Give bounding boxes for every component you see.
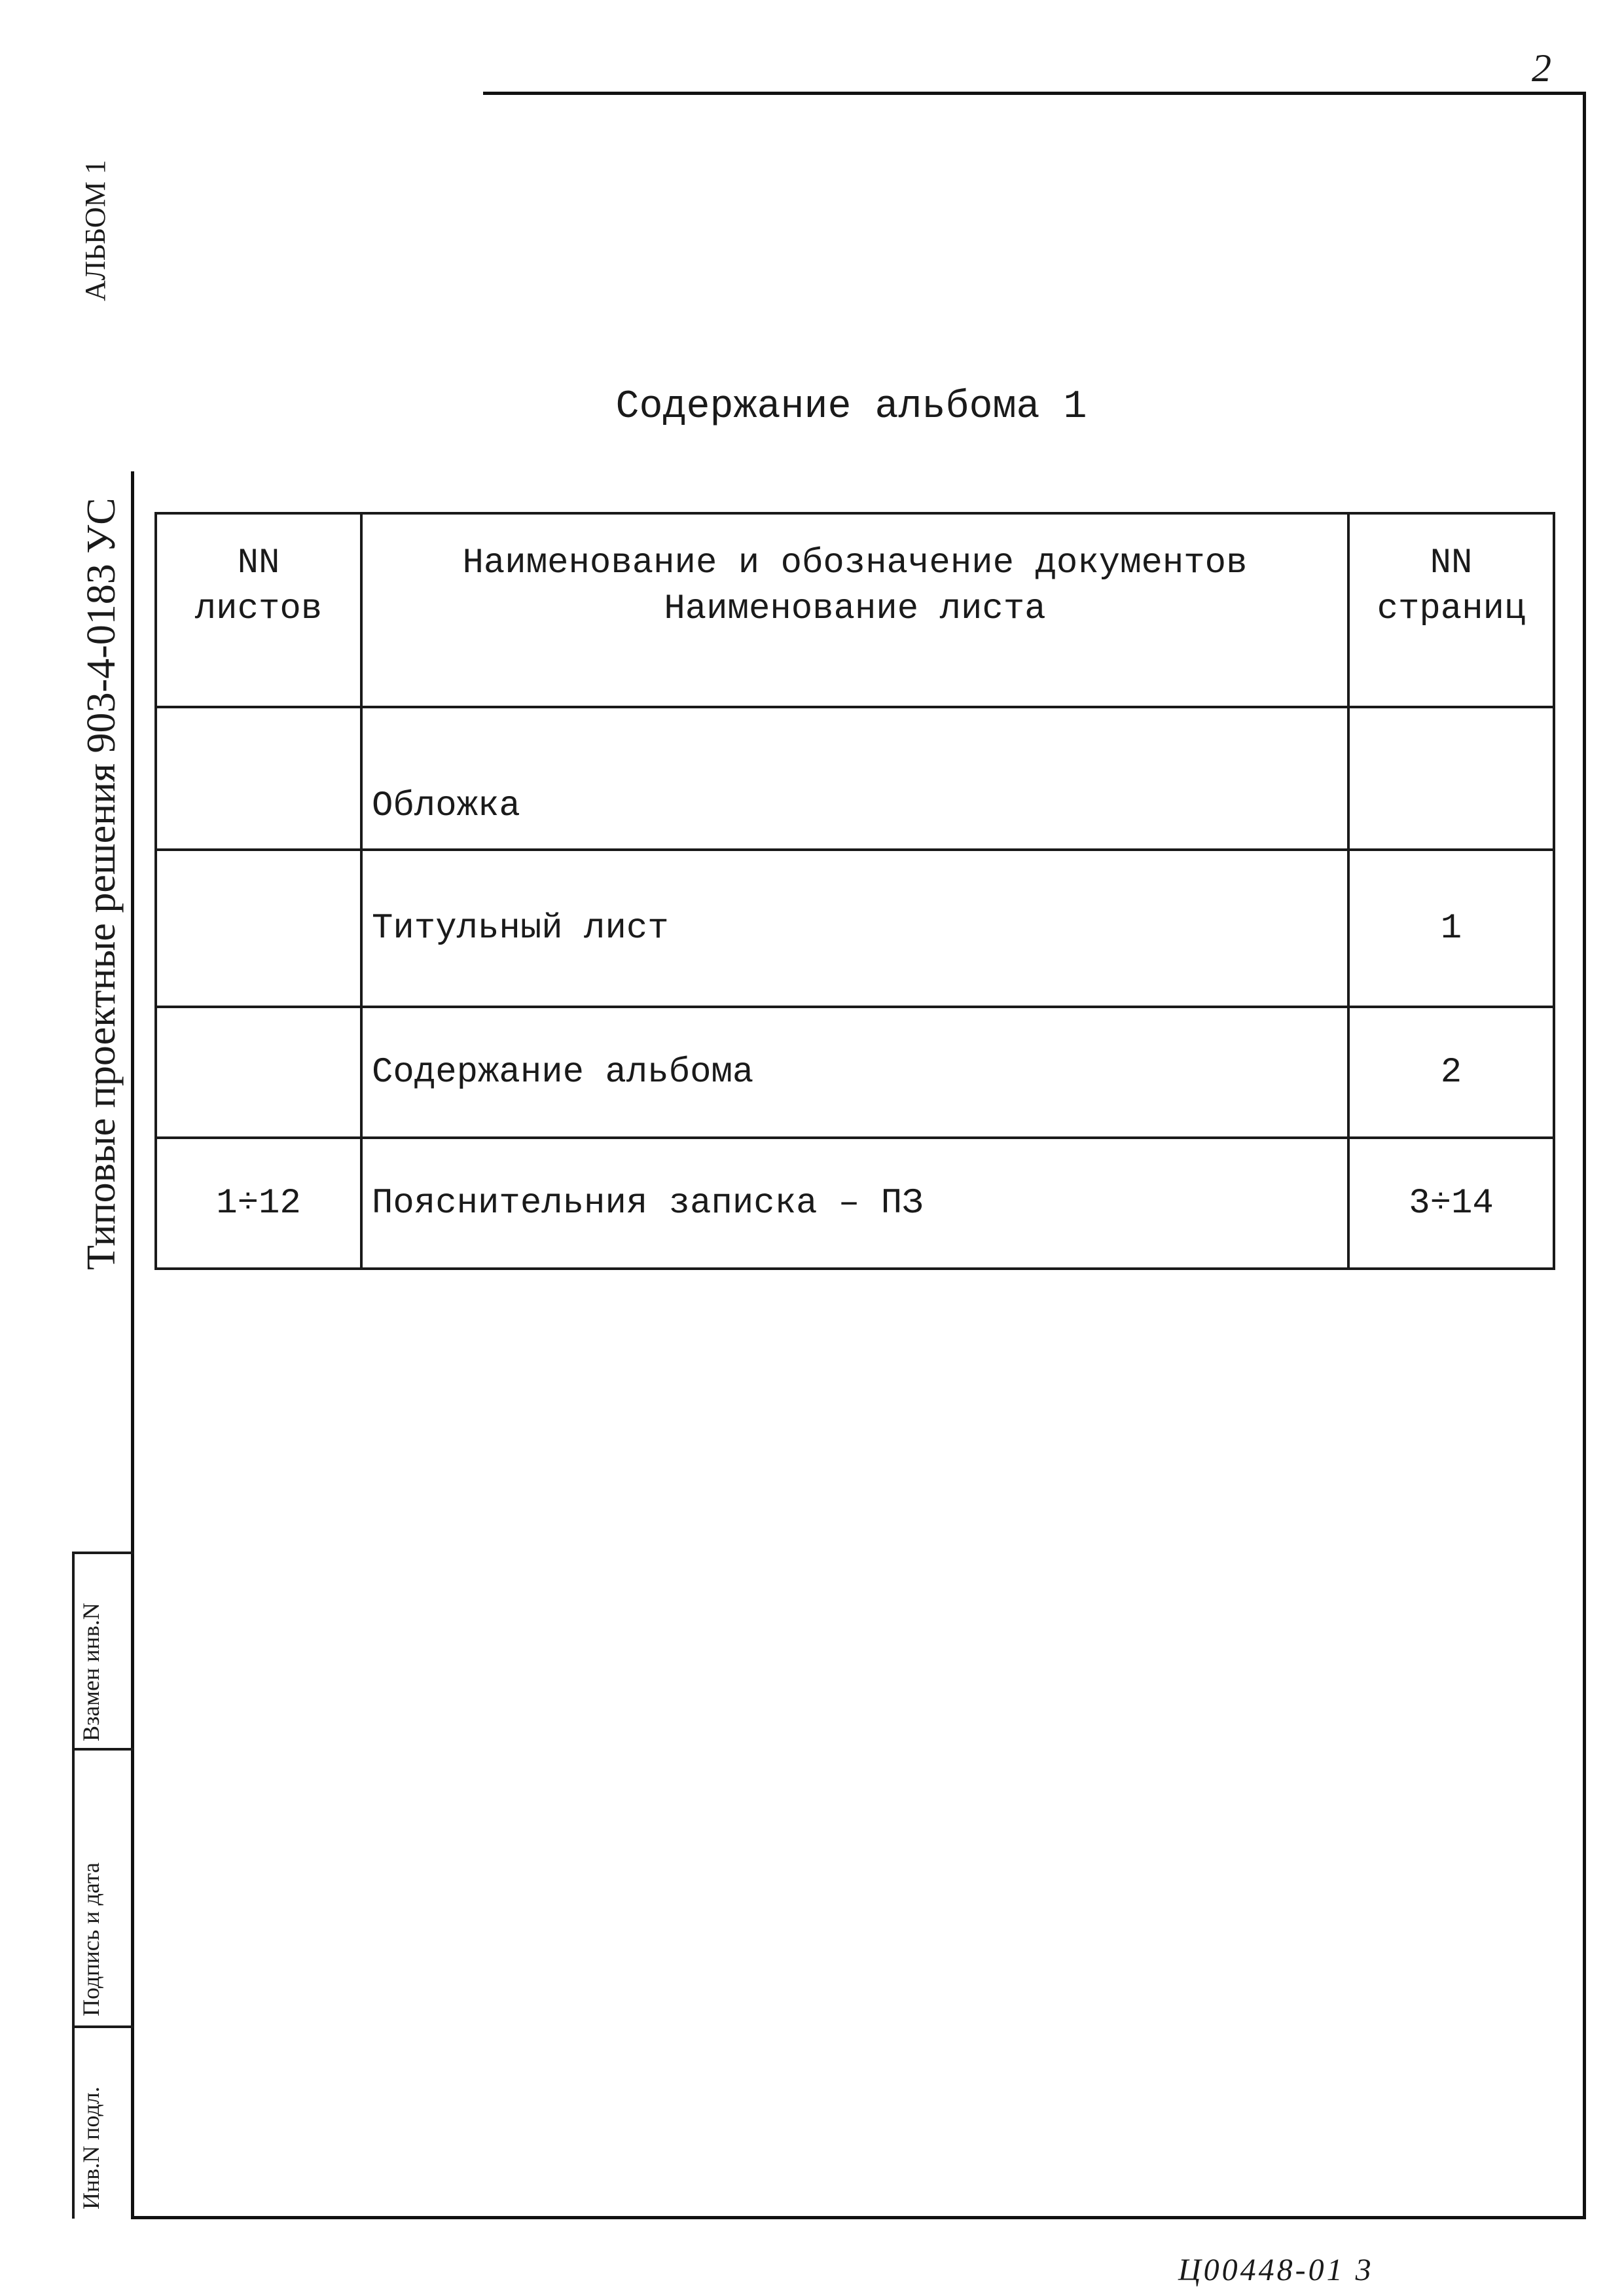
row-sheets: 1÷12: [156, 1138, 361, 1269]
table-row: [156, 707, 1554, 850]
row-sheets: [156, 850, 361, 1007]
stamp-label-replace: Взамен инв.N: [78, 1603, 104, 1741]
frame-bottom-rule: [131, 2216, 1586, 2219]
row-pages: 3÷14: [1348, 1138, 1554, 1269]
side-project-title: Типовые проектные решения 903-4-0183 УС: [79, 498, 124, 1270]
row-sheets: [156, 1007, 361, 1138]
contents-title-text: Содержание альбома 1: [615, 385, 1087, 429]
header-pages: NN страниц: [1348, 513, 1554, 707]
contents-table: [154, 512, 1555, 1270]
row-name: Содержание альбома: [361, 1007, 1348, 1138]
side-album-label: АЛЬБОМ 1: [79, 160, 111, 301]
row-sheets: [156, 707, 361, 850]
table-row: [156, 1007, 1554, 1138]
contents-title: [0, 385, 1624, 429]
row-name: Обложка: [361, 707, 1348, 850]
footer-code: Ц00448-01 3: [1178, 2253, 1374, 2287]
header-name-line1: Наименование и обозначение документов: [462, 543, 1248, 583]
row-pages: 1: [1348, 850, 1554, 1007]
page-number: 2: [1532, 46, 1551, 90]
table-row: [156, 850, 1554, 1007]
header-name-line2: Наименование листа: [664, 589, 1046, 629]
row-pages: [1348, 707, 1554, 850]
table-header-row: [156, 513, 1554, 707]
header-sheets: NN листов: [156, 513, 361, 707]
row-name: Титульный лист: [361, 850, 1348, 1007]
frame-top-rule: [483, 92, 1586, 95]
stamp-label-orig: Инв.N подл.: [78, 2086, 104, 2209]
stamp-label-sign: Подпись и дата: [78, 1862, 104, 2016]
row-name: Пояснительния записка – ПЗ: [361, 1138, 1348, 1269]
row-pages: 2: [1348, 1007, 1554, 1138]
header-name: [361, 513, 1348, 707]
table-row: [156, 1138, 1554, 1269]
